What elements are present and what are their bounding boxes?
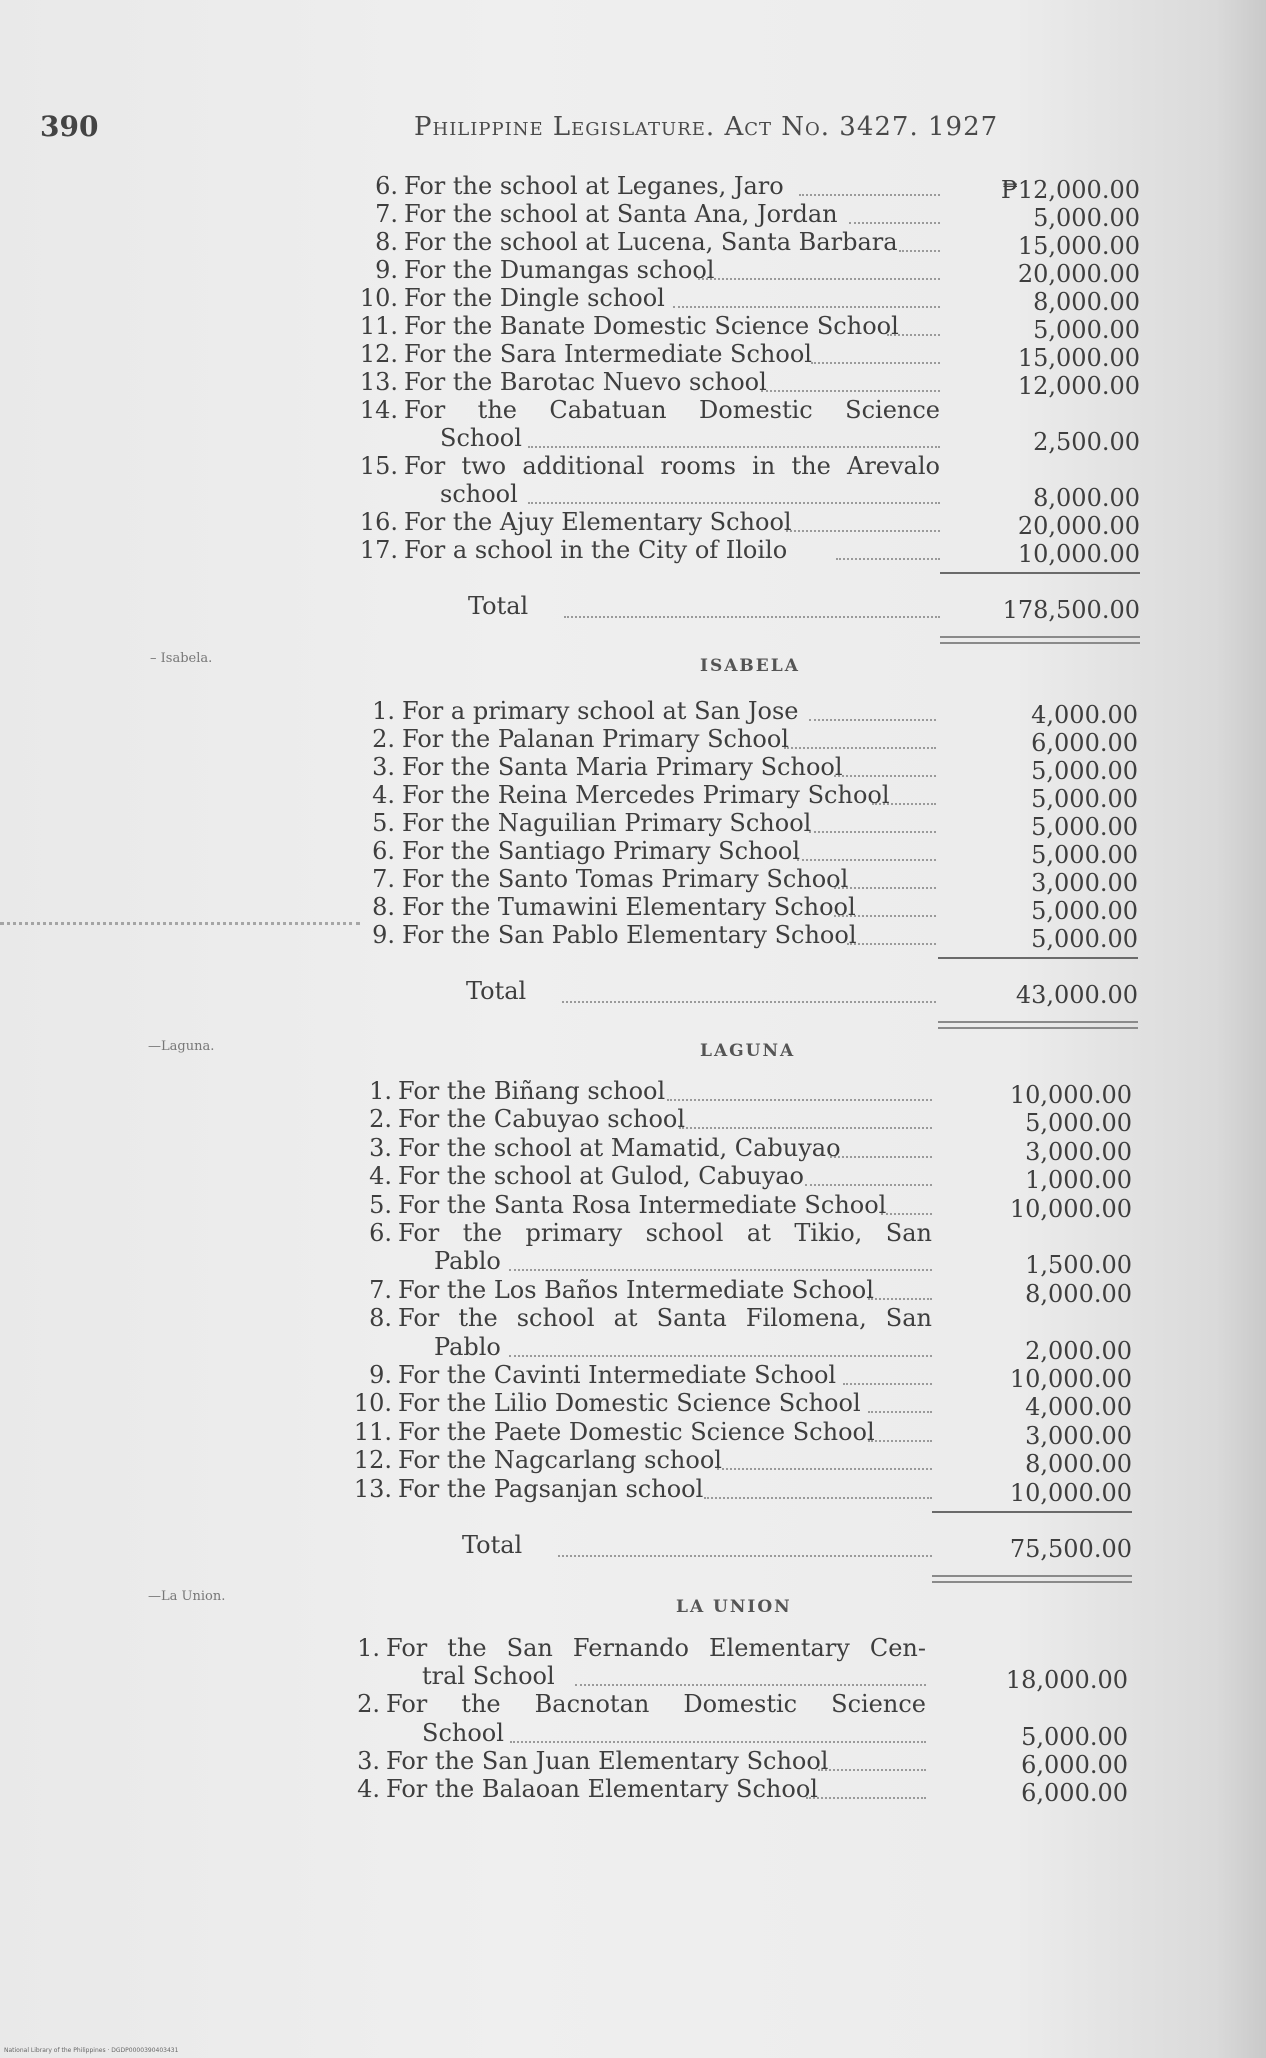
total-rule [938,957,1138,959]
item-amount: 8,000.00 [1033,288,1140,316]
section-title-la-union: LA UNION [676,1597,792,1617]
item-description: For the Dumangas school [404,256,715,284]
item-description: For a school in the City of Iloilo [404,536,788,564]
item-amount: 5,000.00 [1031,757,1138,785]
section-total: 75,500.00 [1009,1535,1132,1563]
item-amount: 3,000.00 [1025,1137,1132,1166]
item-amount: 15,000.00 [1017,232,1140,260]
item-description: For the Palanan Primary School [402,725,789,753]
item-description: For the Santa Rosa Intermediate School [398,1190,887,1219]
item-description: For the Reina Mercedes Primary School [402,781,890,809]
item-number: 9. [369,1361,392,1389]
item-number: 2. [372,725,395,753]
item-amount: 6,000.00 [1021,1779,1128,1807]
item-amount: 10,000.00 [1009,1194,1132,1223]
item-number: 13. [359,368,398,396]
item-amount: 10,000.00 [1009,1365,1132,1393]
item-number: 1. [369,1077,392,1105]
item-amount: 4,000.00 [1031,701,1138,729]
item-description: For the Cavinti Intermediate School [398,1361,837,1389]
item-amount: 6,000.00 [1031,729,1138,757]
item-number: 3. [357,1746,380,1775]
item-description: For the school at Santa Ana, Jordan [404,200,838,228]
item-amount: 10,000.00 [1009,1081,1132,1109]
item-description: For the Biñang school [398,1077,666,1105]
item-amount: 5,000.00 [1031,925,1138,953]
item-amount: 5,000.00 [1031,785,1138,813]
item-amount: 1,500.00 [1025,1251,1132,1280]
item-amount-row [0,540,1266,568]
item-number: 16. [359,508,398,536]
dot-leader [558,1555,932,1557]
item-description: For a primary school at San Jose [402,697,799,725]
section-total: 178,500.00 [1002,596,1140,624]
item-number: 3. [369,1133,392,1162]
item-number: 7. [372,865,395,893]
list-item [0,396,1266,424]
item-description: For the San Pablo Elementary School [402,921,857,949]
item-description: For the Banate Domestic Science School [404,312,899,340]
section-total: 43,000.00 [1015,981,1138,1009]
item-number: 7. [375,200,398,228]
item-number: 14. [359,396,398,424]
item-number: 6. [372,837,395,865]
item-description-continuation: Pablo [434,1247,501,1276]
item-amount: 20,000.00 [1017,512,1140,540]
item-description: For the school at Lucena, Santa Barbara [404,228,898,256]
item-description: For the Paete Domestic Science School [398,1417,875,1446]
scan-artifact [0,922,360,925]
item-amount: 8,000.00 [1025,1279,1132,1308]
total-rule [940,572,1140,574]
item-number: 8. [375,228,398,256]
item-description: For the Cabuyao school [398,1105,686,1134]
item-amount: 5,000.00 [1025,1109,1132,1138]
total-double-rule [932,1575,1132,1583]
item-description: For the Bacnotan Domestic Science [386,1690,926,1719]
item-number: 13. [353,1474,392,1503]
list-item [0,1634,1266,1662]
margin-note-la-union: —La Union. [148,1589,226,1604]
item-amount: 5,000.00 [1031,841,1138,869]
item-number: 8. [372,893,395,921]
item-amount: 4,000.00 [1025,1393,1132,1422]
item-amount: 3,000.00 [1031,869,1138,897]
item-number: 1. [372,697,395,725]
item-amount: 12,000.00 [1017,372,1140,400]
item-description: For the Lilio Domestic Science School [398,1389,861,1418]
item-description: For the primary school at Tikio, San [398,1219,932,1247]
item-amount: 5,000.00 [1033,204,1140,232]
item-description-continuation: Pablo [434,1332,501,1361]
running-head: Philippine Legislature. Act No. 3427. 1927 [414,112,999,142]
item-number: 7. [369,1275,392,1304]
item-amount: 15,000.00 [1017,344,1140,372]
item-description: For the Tumawini Elementary School [402,893,856,921]
item-description: For the Nagcarlang school [398,1446,722,1475]
item-description: For two additional rooms in the Arevalo [404,452,940,480]
item-number: 4. [369,1162,392,1191]
item-amount: 10,000.00 [1009,1478,1132,1507]
item-number: 10. [359,284,398,312]
item-description: For the San Juan Elementary School [386,1746,829,1775]
item-amount: 1,000.00 [1025,1166,1132,1195]
item-description: For the Los Baños Intermediate School [398,1275,874,1304]
item-number: 12. [359,340,398,368]
item-amount: 5,000.00 [1031,897,1138,925]
item-description-continuation: school [440,480,518,508]
item-number: 5. [372,809,395,837]
item-description: For the Ajuy Elementary School [404,508,792,536]
item-amount: 10,000.00 [1017,540,1140,568]
page-header [0,110,1266,150]
item-description: For the Santo Tomas Primary School [402,865,849,893]
item-number: 6. [369,1219,392,1247]
section-title-laguna: LAGUNA [700,1041,796,1061]
item-number: 2. [357,1690,380,1719]
total-label: Total [468,592,529,620]
section-title-isabela: ISABELA [700,656,800,676]
item-number: 8. [369,1304,392,1333]
item-description-continuation: School [422,1718,504,1747]
margin-note-laguna: —Laguna. [148,1039,215,1054]
item-amount: 5,000.00 [1033,316,1140,344]
item-amount-row [0,1779,1266,1807]
item-amount: 2,500.00 [1033,428,1140,456]
item-amount: 18,000.00 [1005,1666,1128,1695]
item-number: 17. [359,536,398,564]
item-number: 9. [372,921,395,949]
item-amount-row [0,1479,1266,1507]
item-number: 6. [375,172,398,200]
total-label: Total [466,977,527,1005]
page-number: 390 [40,110,99,143]
item-description: For the school at Leganes, Jaro [404,172,784,200]
item-amount: 5,000.00 [1021,1722,1128,1751]
item-number: 15. [359,452,398,480]
dot-leader [564,616,940,618]
total-double-rule [940,636,1140,644]
item-number: 11. [359,312,398,340]
item-number: 2. [369,1105,392,1134]
item-amount: 8,000.00 [1033,484,1140,512]
item-description: For the school at Mamatid, Cabuyao [398,1133,841,1162]
item-description: For the Santiago Primary School [402,837,801,865]
item-amount-row [0,925,1266,953]
item-number: 4. [372,781,395,809]
list-item [0,1219,1266,1247]
item-description: For the San Fernando Elementary Cen- [386,1634,926,1662]
total-rule [932,1511,1132,1513]
item-description: For the school at Santa Filomena, San [398,1304,932,1333]
item-number: 3. [372,753,395,781]
dot-leader [562,1001,936,1003]
total-label: Total [462,1531,523,1559]
item-amount: 20,000.00 [1017,260,1140,288]
item-number: 5. [369,1190,392,1219]
item-number: 1. [357,1634,380,1662]
item-description: For the Cabatuan Domestic Science [404,396,940,424]
item-description: For the Pagsanjan school [398,1474,704,1503]
item-description: For the Barotac Nuevo school [404,368,767,396]
item-amount: 3,000.00 [1025,1421,1132,1450]
item-description: For the Sara Intermediate School [404,340,812,368]
item-amount: 2,000.00 [1025,1336,1132,1365]
item-amount: ₱12,000.00 [1000,176,1140,204]
margin-note-isabela: – Isabela. [150,651,213,666]
item-description: For the Naguilian Primary School [402,809,812,837]
item-description-continuation: School [440,424,522,452]
total-double-rule [938,1021,1138,1029]
item-number: 11. [353,1417,392,1446]
list-item [0,452,1266,480]
item-description-continuation: tral School [422,1662,555,1691]
item-description: For the school at Gulod, Cabuyao [398,1162,805,1191]
item-number: 9. [375,256,398,284]
scan-credit: National Library of the Philippines · DGDP0000390403431 [4,2047,179,2054]
item-description: For the Santa Maria Primary School [402,753,843,781]
item-description: For the Dingle school [404,284,665,312]
item-number: 10. [353,1389,392,1418]
list-item [0,1304,1266,1332]
item-description: For the Balaoan Elementary School [386,1775,818,1803]
item-number: 4. [357,1775,380,1803]
item-number: 12. [353,1446,392,1475]
list-item [0,1690,1266,1718]
item-amount: 8,000.00 [1025,1450,1132,1479]
item-amount: 6,000.00 [1021,1750,1128,1779]
item-amount: 5,000.00 [1031,813,1138,841]
